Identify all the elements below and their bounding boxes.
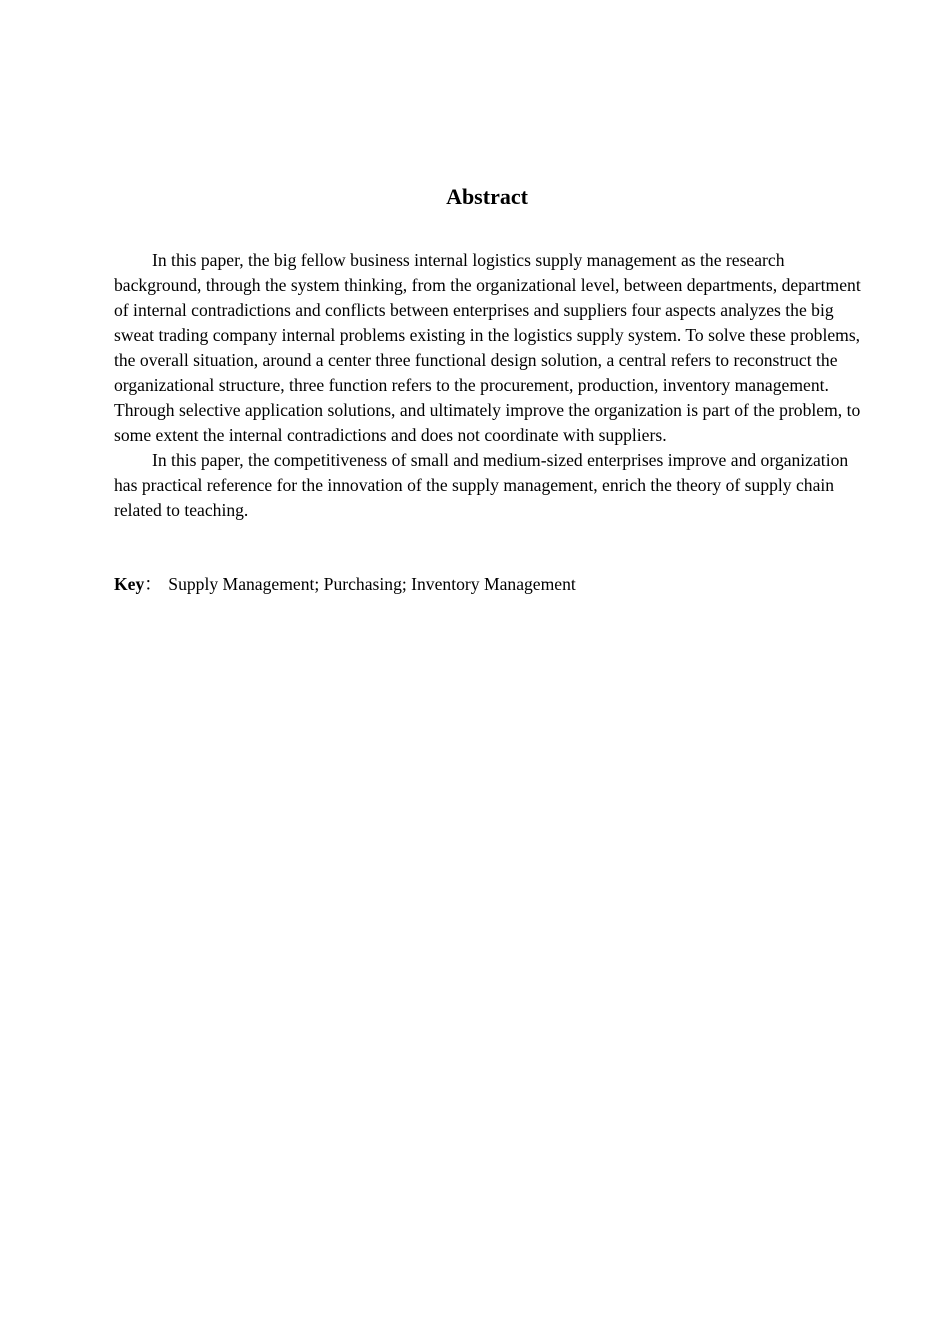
keywords-line xyxy=(114,572,864,597)
page-title: Abstract xyxy=(446,184,528,209)
keywords-value: Supply Management; Purchasing; Inventory Management xyxy=(168,574,576,594)
abstract-paragraph-2: In this paper, the competitiveness of small and medium-sized enterprises improve and organization has practical reference for the innovation of the supply management, enrich the theory of supply chain related to teaching. xyxy=(114,450,849,520)
keywords-separator: ： xyxy=(144,574,162,594)
keywords-label: Key xyxy=(114,574,145,594)
abstract-paragraph-1: In this paper, the big fellow business internal logistics supply management as the research background, through the system thinking, from the organizational level, between departments, department of internal contradictions and conflicts between enterprises and suppliers four aspects analyzes the big sweat trading company internal problems existing in the logistics supply system. To solve these problems, the overall situation, around a center three functional design solution, a central refers to reconstruct the organizational structure, three function refers to the procurement, production, inventory management. Through selective application solutions, and ultimately improve the organization is part of the problem, to some extent the internal contradictions and does not coordinate with suppliers. xyxy=(114,250,861,445)
abstract-body xyxy=(114,248,864,523)
